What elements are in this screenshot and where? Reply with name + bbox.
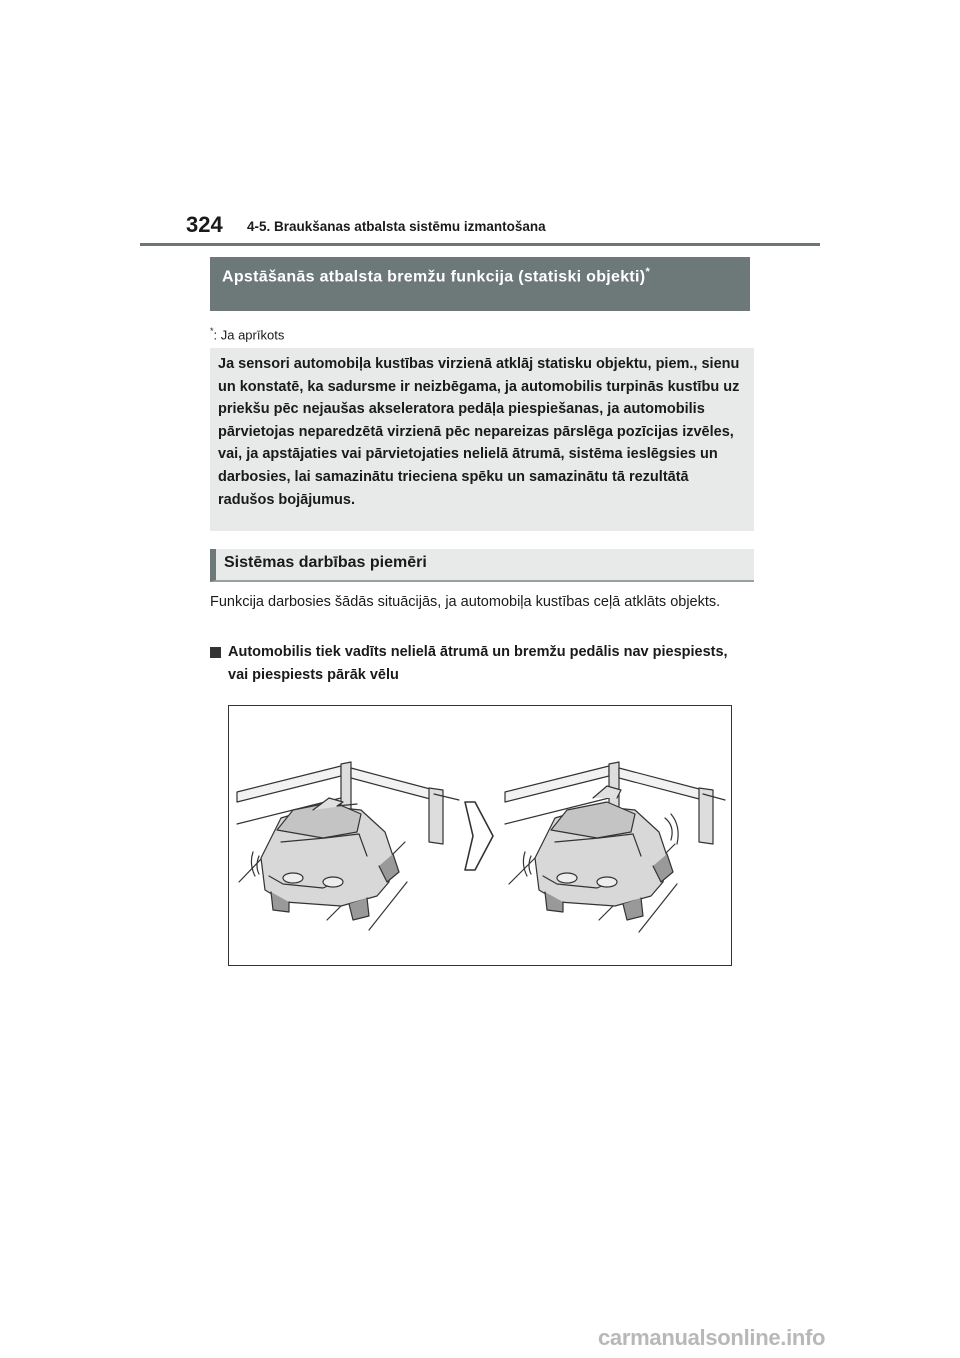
section-title: Apstāšanās atbalsta bremžu funkcija (statiski objekti) [222, 268, 646, 286]
left-car-icon [251, 798, 399, 920]
bullet-item [210, 641, 750, 686]
watermark: carmanualsonline.info [598, 1325, 826, 1350]
car-wall-illustration [229, 706, 731, 965]
bullet-text: Automobilis tiek vadīts nelielā ātrumā un bremžu pedālis nav piespiests, vai piespiests pārāk vēlu [228, 644, 728, 683]
intro-box [210, 348, 754, 531]
section-title-marker: * [645, 266, 651, 278]
square-bullet-icon [210, 647, 221, 658]
intro-text: Ja sensori automobiļa kustības virzienā atklāj statisku objektu, piem., sienu un konstatē, ka sadursme ir neizbēgama, ja automobilis turpinās kustību uz priekšu pēc nejaušas akseleratora pedāļa piespiešanas, ja automobilis pārvietojas neparedzētā virzienā pēc nepareizas pārslēga pozīcijas izvēles, vai, ja apstājaties vai pārvietojaties nelielā ātrumā, sistēma ieslēgsies un darbosies, lai samazinātu trieciena spēku un samazinātu tā rezultātā radušos bojājumus. [218, 356, 740, 508]
transition-arrow-icon [465, 802, 493, 870]
footnote-text: : Ja aprīkots [213, 327, 285, 343]
section-banner [210, 257, 750, 311]
subsection-title: Sistēmas darbības piemēri [224, 554, 427, 571]
body-paragraph: Funkcija darbosies šādās situācijās, ja automobiļa kustības ceļā atklāts objekts. [210, 594, 721, 610]
right-car-icon [523, 786, 678, 920]
subsection-heading [210, 549, 754, 582]
header-divider [140, 243, 820, 246]
footnote-marker: * [210, 326, 214, 336]
illustration-parking-brake-example [228, 705, 732, 966]
footnote [210, 326, 284, 342]
page-number: 324 [186, 212, 223, 237]
chapter-title: 4-5. Braukšanas atbalsta sistēmu izmantošana [247, 219, 546, 234]
